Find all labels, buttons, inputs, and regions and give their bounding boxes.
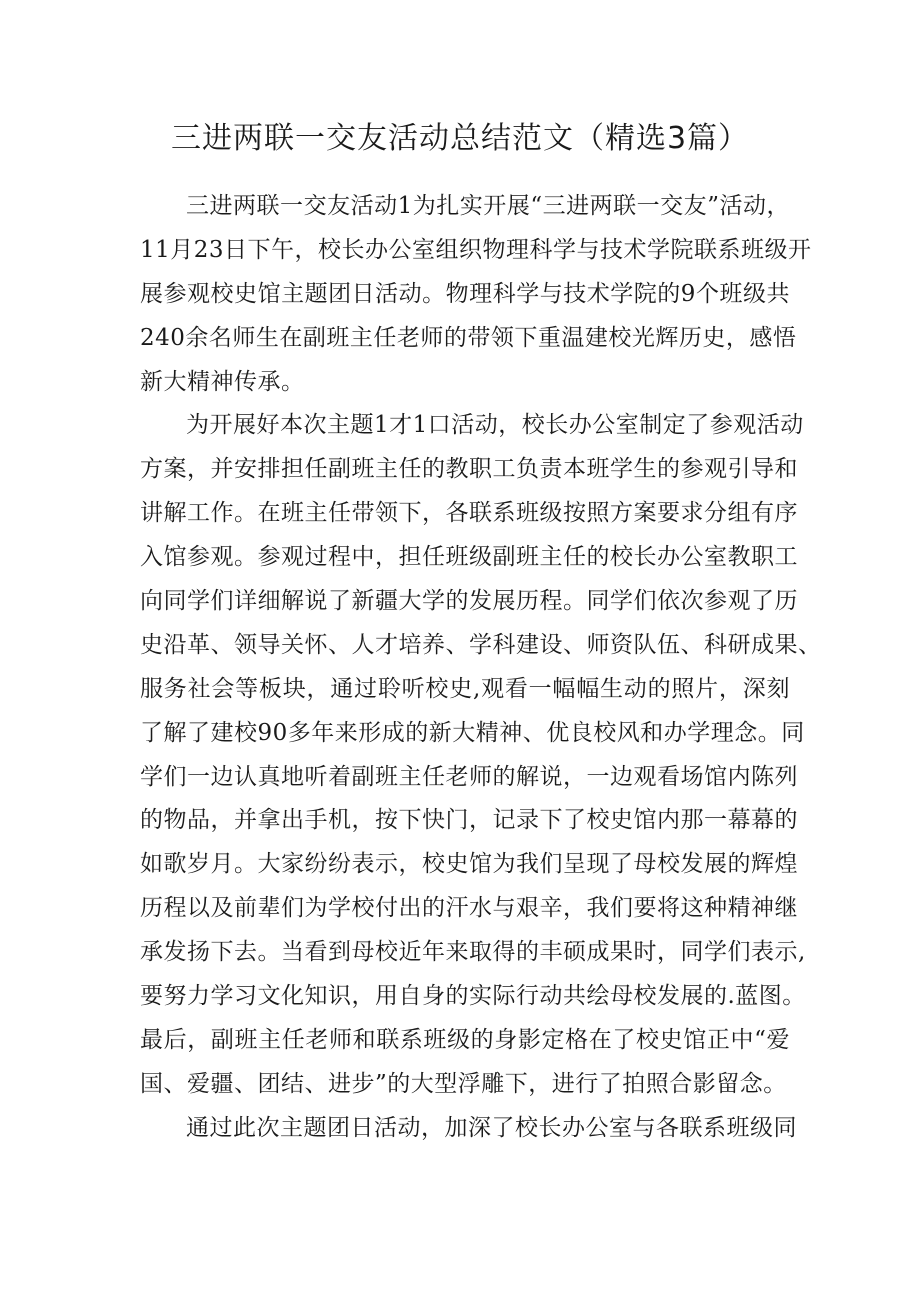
text-line: 学们一边认真地听着副班主任老师的解说，一边观看场馆内陈列	[140, 763, 798, 790]
text-line: 历程以及前辈们为学校付出的汗水与艰辛，我们要将这种精神继	[140, 895, 798, 922]
document-body	[140, 185, 822, 1151]
text-line: 如歌岁月。大家纷纷表示，校史馆为我们呈现了母校发展的辉煌	[140, 851, 798, 878]
text-line: 史沿革、领导关怀、人才培养、学科建设、师资队伍、科研成果、	[140, 631, 822, 658]
text-line: 通过此次主题团日活动，加深了校长办公室与各联系班级同	[186, 1114, 797, 1141]
text-line: 服务社会等板块，通过聆听校史,观看一幅幅生动的照片，深刻	[140, 675, 790, 702]
text-line: 240余名师生在副班主任老师的带领下重温建校光辉历史，感悟	[140, 324, 797, 351]
text-line: 国、爱疆、团结、进步”的大型浮雕下，进行了拍照合影留念。	[140, 1070, 787, 1097]
text-line: 讲解工作。在班主任带领下，各联系班级按照方案要求分组有序	[140, 500, 798, 527]
text-line: 为开展好本次主题1才1口活动，校长办公室制定了参观活动	[186, 412, 804, 439]
text-line: 展参观校史馆主题团日活动。物理科学与技术学院的9个班级共	[140, 280, 790, 307]
text-line: 最后，副班主任老师和联系班级的身影定格在了校史馆正中“爱	[140, 1026, 790, 1053]
paragraph-2	[140, 404, 822, 1106]
text-line: 承发扬下去。当看到母校近年来取得的丰硕成果时，同学们表示,	[140, 939, 806, 966]
text-line: 要努力学习文化知识，用自身的实际行动共绘母校发展的.蓝图。	[140, 983, 806, 1010]
text-line: 向同学们详细解说了新疆大学的发展历程。同学们依次参观了历	[140, 588, 798, 615]
text-line: 新大精神传承。	[140, 368, 305, 395]
paragraph-3	[140, 1107, 797, 1151]
text-line: 方案，并安排担任副班主任的教职工负责本班学生的参观引导和	[140, 456, 798, 483]
text-line: 了解了建校90多年来形成的新大精神、优良校风和办学理念。同	[140, 719, 805, 746]
paragraph-1	[140, 185, 812, 404]
document-title: 三进两联一交友活动总结范文（精选3篇）	[170, 121, 750, 156]
text-line: 11月23日下午，校长办公室组织物理科学与技术学院联系班级开	[140, 236, 812, 263]
text-line: 入馆参观。参观过程中，担任班级副班主任的校长办公室教职工	[140, 544, 798, 571]
text-line: 的物品，并拿出手机，按下快门，记录下了校史馆内那一幕幕的	[140, 807, 798, 834]
text-line: 三进两联一交友活动1为扎实开展“三进两联一交友”活动，	[186, 193, 790, 219]
